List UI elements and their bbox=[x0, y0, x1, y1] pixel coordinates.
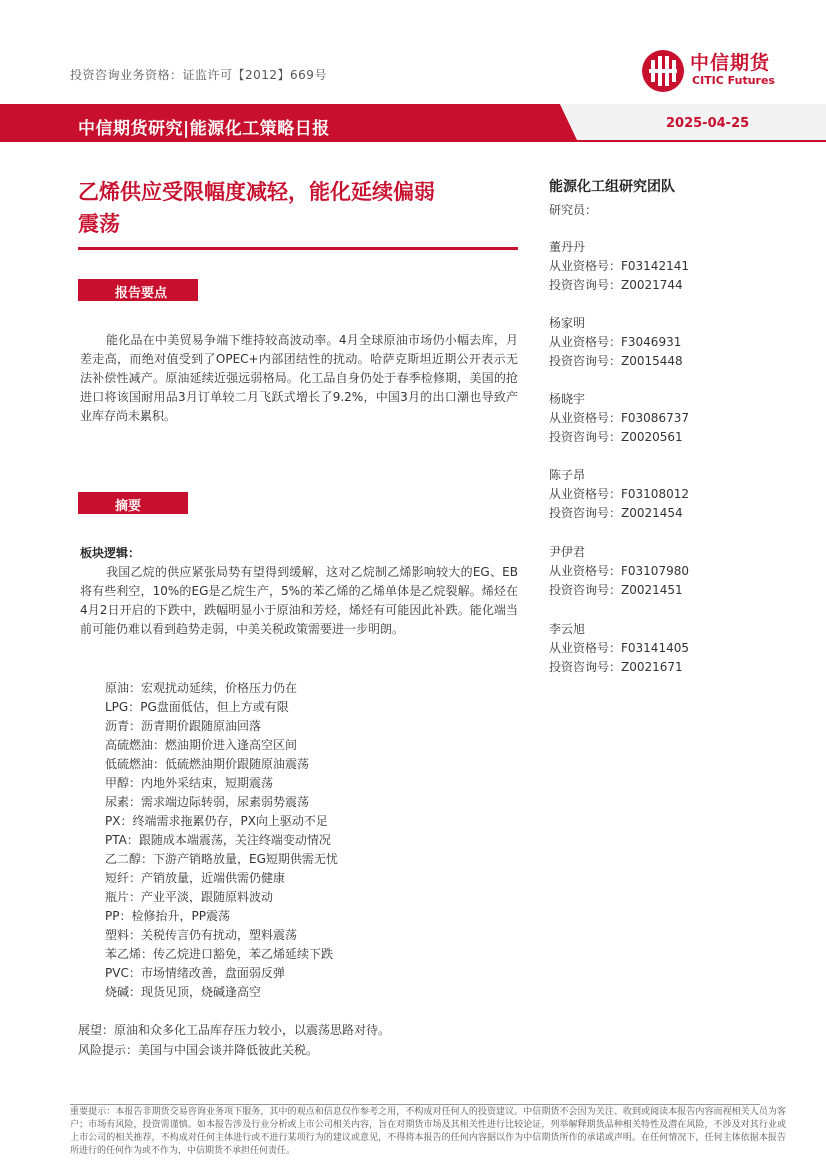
analyst-card bbox=[549, 543, 689, 600]
list-item: LPG：PG盘面低估，但上方或有限 bbox=[105, 700, 289, 714]
license-text: 投资咨询业务资格：证监许可【2012】669号 bbox=[70, 68, 327, 82]
list-item: PTA：跟随成本端震荡，关注终端变动情况 bbox=[105, 833, 331, 847]
analyst-card bbox=[549, 466, 689, 523]
analyst-advisory: 投资咨询号：Z0021451 bbox=[549, 583, 683, 597]
analyst-name: 尹伊君 bbox=[549, 545, 586, 559]
list-item: 甲醇：内地外采结束，短期震荡 bbox=[105, 776, 274, 790]
page-title-line1: 乙烯供应受限幅度减轻，能化延续偏弱 bbox=[78, 180, 435, 204]
analyst-card bbox=[549, 390, 689, 447]
team-title: 能源化工组研究团队 bbox=[549, 179, 675, 195]
analyst-card bbox=[549, 620, 689, 677]
list-item: 瓶片：产业平淡，跟随原料波动 bbox=[105, 890, 274, 904]
analyst-cert: 从业资格号：F03142141 bbox=[549, 259, 689, 273]
list-item: 原油：宏观扰动延续，价格压力仍在 bbox=[105, 681, 298, 695]
section-bar-summary bbox=[78, 492, 518, 514]
analyst-cert: 从业资格号：F03108012 bbox=[549, 487, 689, 501]
analyst-name: 杨晓宇 bbox=[549, 392, 586, 406]
analyst-advisory: 投资咨询号：Z0015448 bbox=[549, 354, 683, 368]
report-series-title: 中信期货研究|能源化工策略日报 bbox=[78, 119, 330, 139]
researcher-label: 研究员： bbox=[549, 203, 598, 217]
list-item: 高硫燃油：燃油期价进入逢高空区间 bbox=[105, 738, 298, 752]
logo-text-cn: 中信期货 bbox=[690, 52, 771, 74]
analyst-name: 杨家明 bbox=[549, 316, 586, 330]
page-title-line2: 震荡 bbox=[78, 212, 120, 236]
list-item: 尿素：需求端边际转弱，尿素弱势震荡 bbox=[105, 795, 310, 809]
risk-text: 风险提示：美国与中国会谈并降低彼此关税。 bbox=[78, 1043, 319, 1057]
list-item: 短纤：产销放量，近端供需仍健康 bbox=[105, 871, 286, 885]
section-label-report-points: 报告要点 bbox=[115, 286, 168, 301]
analyst-card bbox=[549, 314, 683, 371]
footer-disclaimer: 重要提示：本报告非期货交易咨询业务项下服务，其中的观点和信息仅作参考之用，不构成对任何人的投资建议。中信期货不会因为关注、收到或阅读本报告内容而视相关人员为客户；市场有风险，投资需谨慎。如本报告涉及行业分析或上市公司相关内容，旨在对期货市场及其相关性进行比较论证，列举解释期货品种相关特性及潜在风险，不涉及对其行业或上市公司的相关推荐，不构成对任何主体进行或不进行某项行为的建议或意见，不得将本报告的任何内容据以作为中信期货所作的承诺或声明。在任何情况下，任何主体依据本报告所进行的任何作为或不作为，中信期货不承担任何责任。 bbox=[70, 1107, 786, 1156]
logic-text: 我国乙烷的供应紧张局势有望得到缓解，这对乙烷制乙烯影响较大的EG、EB将有些利空，10%的EG是乙烷生产，5%的苯乙烯的乙烯单体是乙烷裂解。烯烃在4月2日开启的下跌中，跌幅明显小于原油和芳烃，烯烃有可能因此补跌。能化端当前可能仍难以看到趋势走弱，中美关税政策需要进一步明朗。 bbox=[80, 565, 518, 636]
analyst-advisory: 投资咨询号：Z0020561 bbox=[549, 430, 683, 444]
company-logo bbox=[640, 46, 810, 96]
list-item: 低硫燃油：低硫燃油期价跟随原油震荡 bbox=[105, 757, 310, 771]
list-item: PP：检修抬升，PP震荡 bbox=[105, 909, 230, 923]
analyst-card bbox=[549, 238, 689, 295]
analyst-cert: 从业资格号：F03141405 bbox=[549, 641, 689, 655]
analyst-name: 李云旭 bbox=[549, 622, 586, 636]
analyst-advisory: 投资咨询号：Z0021744 bbox=[549, 278, 683, 292]
section-label-summary: 摘要 bbox=[115, 499, 142, 514]
analyst-cert: 从业资格号：F03107980 bbox=[549, 564, 689, 578]
report-points-text: 能化品在中美贸易争端下维持较高波动率。4月全球原油市场仍小幅去库，月差走高，而绝对值受到了OPEC+内部团结性的扰动。哈萨克斯坦近期公开表示无法补偿性减产。原油延续近强远弱格局。化工品自身仍处于春季检修期，美国的抢进口将该国耐用品3月订单较二月飞跃式增长了9.2%，中国3月的出口潮也导致产业库存尚未累积。 bbox=[80, 333, 518, 423]
analyst-cert: 从业资格号：F03086737 bbox=[549, 411, 689, 425]
list-item: 乙二醇：下游产销略放量，EG短期供需无忧 bbox=[105, 852, 338, 866]
analyst-advisory: 投资咨询号：Z0021671 bbox=[549, 660, 683, 674]
list-item: 沥青：沥青期价跟随原油回落 bbox=[105, 719, 262, 733]
outlook-text: 展望：原油和众多化工品库存压力较小，以震荡思路对待。 bbox=[78, 1023, 391, 1037]
list-item: 烧碱：现货见顶，烧碱逢高空 bbox=[105, 985, 262, 999]
report-date: 2025-04-25 bbox=[666, 116, 750, 131]
list-item: 塑料：关税传言仍有扰动，塑料震荡 bbox=[105, 928, 298, 942]
analyst-name: 陈子昂 bbox=[549, 468, 586, 482]
logic-heading: 板块逻辑： bbox=[80, 546, 141, 560]
analyst-advisory: 投资咨询号：Z0021454 bbox=[549, 506, 683, 520]
analyst-cert: 从业资格号：F3046931 bbox=[549, 335, 682, 349]
title-divider bbox=[78, 247, 518, 250]
footer-divider bbox=[70, 1104, 760, 1105]
list-item: PVC：市场情绪改善，盘面弱反弹 bbox=[105, 966, 285, 980]
analyst-name: 董丹丹 bbox=[549, 240, 586, 254]
list-item: PX：终端需求拖累仍存，PX向上驱动不足 bbox=[105, 814, 328, 828]
page-title bbox=[78, 176, 523, 240]
citic-logo-icon bbox=[640, 48, 686, 94]
logo-text-en: CITIC Futures bbox=[692, 74, 775, 87]
list-item: 苯乙烯：传乙烷进口豁免，苯乙烯延续下跌 bbox=[105, 947, 334, 961]
